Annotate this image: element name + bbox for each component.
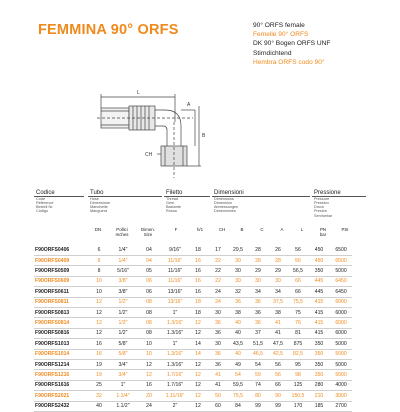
cell-a: 37,5	[268, 297, 288, 307]
header-filetto: Filetto Thread Gew Bastante Rosca	[166, 190, 183, 214]
table-row	[34, 266, 352, 276]
table-row	[34, 391, 352, 401]
cell-code: F90ORFS1216	[34, 370, 88, 380]
cell-code: F90ORFS2432	[34, 401, 88, 411]
drawing-label-l: L	[137, 90, 140, 96]
cell-inch: 1"	[110, 380, 136, 390]
cell-l: 75	[288, 307, 308, 317]
table-row	[34, 401, 352, 411]
cell-inch: 3/8"	[110, 287, 136, 297]
cell-dn: 8	[88, 266, 110, 276]
cell-h: 16	[188, 255, 208, 265]
cell-psi: 2700	[330, 401, 352, 411]
col-f: F	[174, 227, 178, 232]
cell-b: 30	[228, 255, 248, 265]
cell-a: 26	[268, 245, 288, 255]
header-rule-dimensioni	[212, 196, 310, 197]
cell-h: 18	[188, 307, 208, 317]
header-rule-pressione	[312, 196, 366, 197]
col-pn: PN bar	[319, 227, 327, 237]
cell-inch: 1/2"	[110, 307, 136, 317]
cell-psi: 6500	[330, 245, 352, 255]
cell-b: 40	[228, 349, 248, 359]
cell-a: 47,5	[268, 339, 288, 349]
cell-psi: 6500	[330, 255, 352, 265]
cell-l: 66	[288, 287, 308, 297]
cell-b: 38	[228, 307, 248, 317]
cell-inch: 1/4"	[110, 245, 136, 255]
cell-l: 125	[288, 380, 308, 390]
cell-dimen: 05	[136, 266, 162, 276]
cell-f: 11/16"	[162, 266, 188, 276]
cell-h: 18	[188, 297, 208, 307]
cell-dimen: 04	[136, 245, 162, 255]
name-french: Femelle 90° ORFS	[253, 31, 309, 39]
col-c: C	[260, 227, 264, 232]
col-dimen: Dimen. Size	[141, 227, 155, 237]
table-row	[34, 380, 352, 390]
cell-code: F90ORFS0609	[34, 276, 88, 286]
cell-dn: 6	[88, 245, 110, 255]
cell-inch: 1.1/2"	[110, 401, 136, 411]
table-row	[34, 276, 352, 286]
table-row	[34, 328, 352, 338]
cell-l: 82,5	[288, 349, 308, 359]
cell-c: 34	[248, 287, 268, 297]
cell-h: 14	[188, 349, 208, 359]
cell-b: 30	[228, 266, 248, 276]
cell-c: 99	[248, 401, 268, 411]
cell-b: 30	[228, 276, 248, 286]
cell-inch: 1.1/4"	[110, 391, 136, 401]
cell-pn: 185	[308, 401, 330, 411]
cell-a: 29	[268, 266, 288, 276]
product-title: FEMMINA 90° ORFS	[38, 22, 179, 38]
table-row	[34, 255, 352, 265]
cell-ch: 50	[208, 391, 228, 401]
cell-h: 12	[188, 318, 208, 328]
cell-h: 12	[188, 359, 208, 369]
cell-inch: 1/2"	[110, 328, 136, 338]
cell-c: 54	[248, 359, 268, 369]
cell-f: 11/16"	[162, 255, 188, 265]
table-row	[34, 245, 352, 255]
cell-psi: 5000	[330, 339, 352, 349]
cell-c: 51,5	[248, 339, 268, 349]
cell-dimen: 12	[136, 359, 162, 369]
col-l: L	[300, 227, 304, 232]
cell-f: 1.3/16"	[162, 318, 188, 328]
cell-l: 150,5	[288, 391, 308, 401]
cell-inch: 5/8"	[110, 339, 136, 349]
cell-dimen: 06	[136, 276, 162, 286]
cell-dn: 16	[88, 339, 110, 349]
cell-h: 16	[188, 287, 208, 297]
cell-l: 75,5	[288, 297, 308, 307]
cell-pn: 210	[308, 391, 330, 401]
col-pollici: Pollici Inches	[115, 227, 129, 237]
cell-ch: 24	[208, 297, 228, 307]
cell-psi: 6450	[330, 287, 352, 297]
col-b: B	[240, 227, 244, 232]
cell-code: F90ORFS0406	[34, 245, 88, 255]
header-pressione: Pressione Pressure Pression Druck Presión Servicebar	[314, 190, 341, 218]
cell-l: 95	[288, 359, 308, 369]
cell-ch: 24	[208, 287, 228, 297]
cell-c: 36	[248, 318, 268, 328]
cell-dn: 6	[88, 255, 110, 265]
cell-b: 36	[228, 297, 248, 307]
name-german-note: Stirndichtend	[253, 49, 292, 57]
cell-dimen: 10	[136, 339, 162, 349]
cell-dn: 19	[88, 359, 110, 369]
cell-dn: 19	[88, 370, 110, 380]
cell-c: 80	[248, 391, 268, 401]
cell-f: 1.7/16"	[162, 370, 188, 380]
table-row	[34, 339, 352, 349]
cell-pn: 445	[308, 276, 330, 286]
cell-dimen: 08	[136, 297, 162, 307]
cell-dn: 12	[88, 328, 110, 338]
cell-b: 75,5	[228, 391, 248, 401]
table-row	[34, 359, 352, 369]
cell-b: 43,5	[228, 339, 248, 349]
cell-l: 66	[288, 276, 308, 286]
cell-ch: 22	[208, 266, 228, 276]
cell-code: F90ORFS2021	[34, 391, 88, 401]
cell-dimen: 04	[136, 255, 162, 265]
cell-psi: 6000	[330, 318, 352, 328]
cell-psi: 3000	[330, 391, 352, 401]
cell-a: 41	[268, 328, 288, 338]
cell-pn: 350	[308, 266, 330, 276]
cell-inch: 1/4"	[110, 255, 136, 265]
cell-code: F90ORFS0509	[34, 266, 88, 276]
specs-table	[34, 245, 352, 412]
cell-ch: 30	[208, 307, 228, 317]
cell-code: F90ORFS1214	[34, 359, 88, 369]
cell-inch: 5/16"	[110, 266, 136, 276]
cell-h: 12	[188, 370, 208, 380]
cell-ch: 41	[208, 380, 228, 390]
cell-ch: 36	[208, 328, 228, 338]
cell-f: 1.3/16"	[162, 359, 188, 369]
cell-inch: 3/4"	[110, 359, 136, 369]
cell-dimen: 08	[136, 328, 162, 338]
header-rule-filetto	[164, 196, 210, 197]
header-dimensioni: Dimensioni Dimensions Dimension Abmessungen Dimensiones	[214, 190, 244, 214]
cell-pn: 415	[308, 307, 330, 317]
cell-code: F90ORFS0611	[34, 287, 88, 297]
cell-dn: 25	[88, 380, 110, 390]
header-tubo: Tubo Hose Dimensione Manchette Manguera	[90, 190, 111, 214]
cell-c: 30	[248, 276, 268, 286]
cell-f: 1"	[162, 339, 188, 349]
cell-c: 37	[248, 328, 268, 338]
cell-a: 30	[268, 276, 288, 286]
cell-h: 14	[188, 339, 208, 349]
cell-pn: 280	[308, 380, 330, 390]
cell-b: 40	[228, 318, 248, 328]
cell-a: 34	[268, 287, 288, 297]
cell-psi: 6000	[330, 307, 352, 317]
cell-h: 16	[188, 266, 208, 276]
cell-pn: 450	[308, 245, 330, 255]
cell-dimen: 08	[136, 307, 162, 317]
cell-c: 36	[248, 307, 268, 317]
cell-f: 1"	[162, 307, 188, 317]
cell-ch: 22	[208, 276, 228, 286]
col-dn: DN	[94, 227, 102, 232]
cell-b: 29,5	[228, 245, 248, 255]
cell-ch: 17	[208, 245, 228, 255]
cell-ch: 36	[208, 359, 228, 369]
cell-dn: 10	[88, 276, 110, 286]
cell-inch: 3/4"	[110, 370, 136, 380]
table-row	[34, 307, 352, 317]
cell-h: 12	[188, 401, 208, 411]
cell-inch: 1/2"	[110, 318, 136, 328]
cell-l: 170	[288, 401, 308, 411]
cell-dimen: 20	[136, 391, 162, 401]
cell-dn: 40	[88, 401, 110, 411]
table-row	[34, 318, 352, 328]
drawing-label-ch: CH	[145, 152, 153, 158]
cell-code: F90ORFS0409	[34, 255, 88, 265]
cell-b: 54	[228, 370, 248, 380]
cell-a: 99	[268, 401, 288, 411]
cell-a: 28	[268, 255, 288, 265]
cell-pn: 350	[308, 339, 330, 349]
cell-c: 36	[248, 297, 268, 307]
cell-dimen: 16	[136, 380, 162, 390]
cell-c: 28	[248, 245, 268, 255]
product-names	[253, 21, 330, 67]
cell-dimen: 12	[136, 370, 162, 380]
cell-l: 56	[288, 255, 308, 265]
cell-ch: 41	[208, 370, 228, 380]
cell-code: F90ORFS0816	[34, 328, 88, 338]
cell-pn: 445	[308, 287, 330, 297]
cell-dimen: 08	[136, 318, 162, 328]
cell-pn: 450	[308, 255, 330, 265]
cell-dn: 12	[88, 307, 110, 317]
cell-f: 1.3/16"	[162, 328, 188, 338]
cell-code: F90ORFS1014	[34, 349, 88, 359]
cell-code: F90ORFS1616	[34, 380, 88, 390]
col-psi: PSI	[341, 227, 349, 232]
cell-h: 18	[188, 245, 208, 255]
cell-a: 56	[268, 359, 288, 369]
cell-a: 38	[268, 307, 288, 317]
cell-ch: 36	[208, 318, 228, 328]
cell-l: 56,5	[288, 266, 308, 276]
cell-b: 59,5	[228, 380, 248, 390]
cell-h: 12	[188, 391, 208, 401]
cell-h: 12	[188, 380, 208, 390]
cell-psi: 5000	[330, 349, 352, 359]
cell-pn: 350	[308, 370, 330, 380]
cell-f: 11/16"	[162, 276, 188, 286]
drawing-label-b: B	[202, 133, 206, 139]
table-row	[34, 370, 352, 380]
cell-psi: 5000	[330, 370, 352, 380]
cell-psi: 6450	[330, 276, 352, 286]
col-a: A	[280, 227, 284, 232]
specs-table-body	[34, 245, 352, 412]
cell-dn: 32	[88, 391, 110, 401]
cell-l: 98	[288, 370, 308, 380]
col-h: h/1	[196, 227, 204, 232]
cell-dn: 10	[88, 287, 110, 297]
cell-psi: 5000	[330, 359, 352, 369]
cell-inch: 1/2"	[110, 297, 136, 307]
cell-dimen: 10	[136, 349, 162, 359]
header-codice: Codice Code Référence Bestell Nr. Código	[36, 190, 55, 214]
cell-pn: 350	[308, 359, 330, 369]
cell-ch: 60	[208, 401, 228, 411]
cell-l: 875	[288, 339, 308, 349]
cell-a: 42,5	[268, 349, 288, 359]
cell-c: 29	[248, 266, 268, 276]
cell-dimen: 06	[136, 287, 162, 297]
cell-f: 1.7/16"	[162, 380, 188, 390]
cell-a: 66	[268, 380, 288, 390]
cell-c: 28	[248, 255, 268, 265]
cell-pn: 415	[308, 318, 330, 328]
cell-code: F90ORFS0811	[34, 297, 88, 307]
cell-b: 84	[228, 401, 248, 411]
cell-pn: 415	[308, 297, 330, 307]
cell-inch: 5/8"	[110, 349, 136, 359]
drawing-label-a: A	[187, 102, 191, 108]
cell-h: 16	[188, 276, 208, 286]
cell-c: 74	[248, 380, 268, 390]
cell-psi: 6000	[330, 328, 352, 338]
cell-b: 32	[228, 287, 248, 297]
cell-pn: 350	[308, 349, 330, 359]
fitting-technical-drawing	[95, 82, 245, 180]
cell-f: 1.3/16"	[162, 349, 188, 359]
cell-l: 76	[288, 318, 308, 328]
table-row	[34, 287, 352, 297]
cell-code: F90ORFS0814	[34, 318, 88, 328]
cell-l: 56	[288, 245, 308, 255]
cell-c: 46,5	[248, 349, 268, 359]
cell-f: 13/16"	[162, 297, 188, 307]
header-rule-tubo	[88, 196, 162, 197]
cell-dn: 12	[88, 297, 110, 307]
name-english: 90° ORFS female	[253, 22, 305, 29]
cell-f: 2"	[162, 401, 188, 411]
cell-a: 41	[268, 318, 288, 328]
cell-f: 9/16"	[162, 245, 188, 255]
table-row	[34, 297, 352, 307]
cell-f: 1.11/16"	[162, 391, 188, 401]
name-spanish: Hembra ORFS codo 90°	[253, 58, 325, 66]
name-german: DK 90° Bogen ORFS UNF	[253, 40, 331, 48]
cell-dn: 16	[88, 349, 110, 359]
cell-a: 56	[268, 370, 288, 380]
cell-psi: 5000	[330, 266, 352, 276]
cell-code: F90ORFS1013	[34, 339, 88, 349]
cell-dn: 12	[88, 318, 110, 328]
cell-psi: 4000	[330, 380, 352, 390]
cell-b: 49	[228, 359, 248, 369]
cell-a: 90	[268, 391, 288, 401]
table-row	[34, 349, 352, 359]
cell-ch: 22	[208, 255, 228, 265]
cell-ch: 30	[208, 339, 228, 349]
cell-ch: 36	[208, 349, 228, 359]
cell-dimen: 24	[136, 401, 162, 411]
header-rule-codice	[34, 196, 84, 197]
cell-inch: 3/8"	[110, 276, 136, 286]
cell-f: 13/16"	[162, 287, 188, 297]
cell-l: 81	[288, 328, 308, 338]
cell-h: 12	[188, 328, 208, 338]
col-ch: CH	[218, 227, 226, 232]
cell-c: 59	[248, 370, 268, 380]
cell-code: F90ORFS0813	[34, 307, 88, 317]
cell-psi: 6000	[330, 297, 352, 307]
cell-pn: 415	[308, 328, 330, 338]
cell-b: 40	[228, 328, 248, 338]
